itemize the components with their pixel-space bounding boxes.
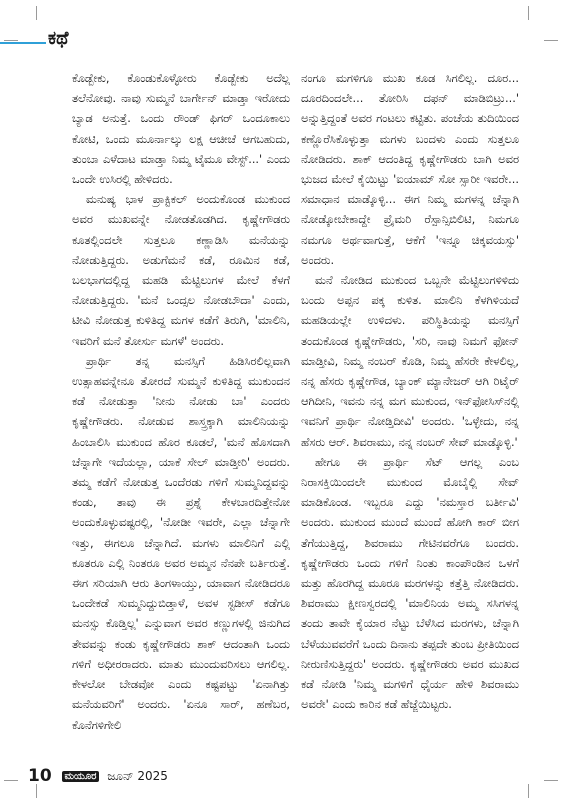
left-column xyxy=(72,68,290,735)
paragraph: ನಂಗೂ ಮಗಳಿಗೂ ಮುಖ ಕೂಡ ಸಿಗಲಿಲ್ಲ. ದೂರ... ದೂರದಿಂದಲೇ... ತೋರಿಸಿ ದಫನ್ ಮಾಡಿಬಿಟ್ರು...' ಅನ್ನುತ್ತಿದ್ದಂತೆ ಅವರ ಗಂಟಲು ಕಟ್ಟಿತು. ಪಂಚೆಯ ತುದಿಯಿಂದ ಕಣ್ಣೊರೆಸಿಕೊಳ್ಳುತ್ತಾ ಮಗಳು ಬಂದಳು ಎಂದು ಸುತ್ತಲೂ ನೋಡಿದರು. ಶಾಕ್ ಆದಂತಿದ್ದ ಕೃಷ್ಣೇಗೌಡರು ಬಾಗಿ ಅವರ ಭುಜದ ಮೇಲೆ ಕೈಯಿಟ್ಟು 'ಐಯಾಮ್ ಸೋ ಸ್ಸಾರೀ ಇವರೇ... ಸಮಾಧಾನ ಮಾಡ್ಕೊಳ್ಳಿ... ಈಗ ನಿಮ್ಮ ಮಗಳನ್ನ ಚೆನ್ನಾಗಿ ನೋಡ್ಕೋಬೇಕಾದ್ದೇ ಪ್ರೈಮರಿ ರೆಸ್ಪಾನ್ಸಿಬಿಲಿಟಿ, ನಿಮಗೂ ನಮಗೂ ಅರ್ಥವಾಗುತ್ತೆ, ಆಕೆಗೆ 'ಇನ್ನೂ ಚಿಕ್ಕವಯಸ್ಸು' ಅಂದರು. xyxy=(301,71,519,267)
paragraph: ಕೊಡ್ಬೇಕು, ಕೊಂಡುಕೊಳ್ಳೋರು ಕೊಡ್ಬೇಕು ಅದೆಲ್ಲ ತಲೆನೋವು. ನಾವು ಸುಮ್ಮನೆ ಬಾರ್ಗೇನ್ ಮಾಡ್ತಾ ಇರೋದು ಬ್ಯಾಡ ಅನುತ್ತೆ. ಒಂದು ರೌಂಡ್ ಫಿಗರ್ ಒಂದೂಕಾಲು ಕೋಟಿ, ಒಂದು ಮೂರ್ನಾಲ್ಕು ಲಕ್ಷ ಆಚೀಚೆ ಆಗಬಹುದು, ತುಂಬಾ ಎಳೆದಾಟ ಮಾಡ್ತಾ ನಿಮ್ಮ ಟೈಮೂ ವೇಸ್ಟ್...' ಎಂದು ಒಂದೇ ಉಸಿರಲ್ಲಿ ಹೇಳಿದರು. xyxy=(72,71,290,187)
crop-mark xyxy=(544,780,558,781)
crop-mark xyxy=(4,780,18,781)
accent-rule xyxy=(0,42,46,44)
crop-mark xyxy=(36,6,37,20)
magazine-logo: ಮಯೂರ xyxy=(62,771,100,782)
page-number: 10 xyxy=(28,766,52,786)
issue-date: ಜೂನ್ 2025 xyxy=(107,768,168,783)
paragraph: ಮನುಷ್ಯ ಭಾಳ ಪ್ರಾಕ್ಟಿಕಲ್ ಅಂದುಕೊಂಡ ಮುಕುಂದ ಅವರ ಮುಖವನ್ನೇ ನೋಡತೊಡಗಿದ. ಕೃಷ್ಣೇಗೌಡರು ಕೂತಲ್ಲಿಂದಲೇ ಸುತ್ತಲೂ ಕಣ್ಣಾಡಿಸಿ ಮನೆಯನ್ನು ನೋಡುತ್ತಿದ್ದರು. ಅಡುಗೆಮನೆ ಕಡೆ, ರೂಮಿನ ಕಡೆ, ಬಲಭಾಗದಲ್ಲಿದ್ದ ಮಹಡಿ ಮೆಟ್ಟಿಲುಗಳ ಮೇಲೆ ಕೆಳಗೆ ನೋಡುತ್ತಿದ್ದರು. 'ಮನೆ ಒಂದ್ಸಲ ನೋಡಬೌದಾ' ಎಂದು, ಟೀವಿ ನೋಡುತ್ತ ಕುಳಿತಿದ್ದ ಮಗಳ ಕಡೆಗೆ ತಿರುಗಿ, 'ಮಾಲಿನಿ, ಇವರಿಗೆ ಮನೆ ತೋರ್ಸು ಮಗಳೆ' ಅಂದರು. xyxy=(72,192,290,348)
right-column xyxy=(301,68,519,715)
section-title: ಕಥೆ xyxy=(48,28,69,49)
page-header xyxy=(0,26,562,56)
paragraph: ಮನೆ ನೋಡಿದ ಮುಕುಂದ ಒಬ್ಬನೇ ಮೆಟ್ಟಿಲುಗಳಿಳಿದು ಬಂದು ಅಪ್ಪನ ಪಕ್ಕ ಕುಳಿತ. ಮಾಲಿನಿ ಕೆಳಗಿಳಿಯದೆ ಮಹಡಿಯಲ್ಲೇ ಉಳಿದಳು. ಪರಿಸ್ಥಿತಿಯನ್ನು ಮನಸ್ಸಿಗೆ ತಂದುಕೊಂಡ ಕೃಷ್ಣೇಗೌಡರು, 'ಸರಿ, ನಾವು ನಿಮಗೆ ಫೋನ್ ಮಾಡ್ತೀವಿ, ನಿಮ್ಮ ನಂಬರ್ ಕೊಡಿ, ನಿಮ್ಮ ಹೆಸರೇ ಕೇಳಲಿಲ್ಲ, ನನ್ನ ಹೆಸರು ಕೃಷ್ಣೇಗೌಡ, ಬ್ಯಾಂಕ್ ಮ್ಯಾನೇಜರ್ ಆಗಿ ರಿಟೈರ್ ಆಗಿದೀನಿ, ಇವನು ನನ್ನ ಮಗ ಮುಕುಂದ, ಇನ್‌ಫೋಸಿಸ್‌ನಲ್ಲಿ ಇವನಿಗೆ ಪ್ರಾರ್ಥಿ ನೋಡ್ತಿದೀವಿ' ಅಂದರು. 'ಒಳ್ಳೇದು, ನನ್ನ ಹೆಸರು ಆರ್. ಶಿವರಾಮು, ನನ್ನ ನಂಬರ್ ಸೇವ್ ಮಾಡ್ಕೊಳ್ಳಿ.' xyxy=(301,273,519,449)
crop-mark xyxy=(36,784,37,798)
paragraph: ಹೇಗೂ ಈ ಪ್ರಾರ್ಥಿ ಸೆಟ್ ಆಗಲ್ಲ ಎಂಬ ನಿರಾಸಕ್ತಿಯಿಂದಲೇ ಮುಕುಂದ ಮೊಬೈಲ್ಲಿ ಸೇವ್ ಮಾಡಿಕೊಂಡ. ಇಬ್ಬರೂ ಎದ್ದು 'ನಮಸ್ತಾರ ಬರ್ತೀವಿ' ಅಂದರು. ಮುಕುಂದ ಮುಂದೆ ಮುಂದೆ ಹೋಗಿ ಕಾರ್ ಬೀಗ ತೆಗೆಯುತ್ತಿದ್ದ, ಶಿವರಾಮು ಗೇಟಿನವರೆಗೂ ಬಂದರು. ಕೃಷ್ಣೇಗೌಡರು ಒಂದು ಗಳಿಗೆ ನಿಂತು ಕಾಂಪೌಂಡಿನ ಒಳಗೆ ಮತ್ತು ಹೊರಗಿದ್ದ ಮೂರೂ ಮರಗಳನ್ನು ಕತ್ತೆತ್ತಿ ನೋಡಿದರು. ಶಿವರಾಮು ಕ್ಷೀಣಸ್ವರದಲ್ಲಿ 'ಮಾಲಿನಿಯ ಅಮ್ಮ ಸಸಿಗಳನ್ನ ತಂದು ತಾವೇ ಕೈಯಾರ ನೆಟ್ಟು ಬೆಳೆಸಿದ ಮರಗಳು, ಚೆನ್ನಾಗಿ ಬೆಳೆಯುವವರೆಗೆ ಒಂದು ದಿನಾನು ತಪ್ಪದೇ ತುಂಬ ಪ್ರೀತಿಯಿಂದ ನೀರುಣಿಸುತ್ತಿದ್ದರು' ಅಂದರು. ಕೃಷ್ಣೇಗೌಡರು ಅವರ ಮುಖದ ಕಡೆ ನೋಡಿ 'ನಿಮ್ಮ ಮಗಳಿಗೆ ಧೈರ್ಯ ಹೇಳಿ ಶಿವರಾಮು ಅವರೇ' ಎಂದು ಕಾರಿನ ಕಡೆ ಹೆಜ್ಜೆಯಿಟ್ಟರು. xyxy=(301,454,519,712)
paragraph: ಪ್ರಾರ್ಥಿ ತನ್ನ ಮನಸ್ಸಿಗೆ ಹಿಡಿಸಿರಲಿಲ್ಲವಾಗಿ ಉತ್ಸಾಹವನ್ನೇನೂ ತೋರದೆ ಸುಮ್ಮನೆ ಕುಳಿತಿದ್ದ ಮುಕುಂದನ ಕಡೆ ನೋಡುತ್ತಾ 'ನೀನು ನೋಡು ಬಾ' ಎಂದರು ಕೃಷ್ಣೇಗೌಡರು. ನೋಡುವ ಶಾಸ್ತ್ರಕ್ಕಾಗಿ ಮಾಲಿನಿಯನ್ನು ಹಿಂಬಾಲಿಸಿ ಮುಕುಂದ ಹೊರ ಕೂಡಲೆ, 'ಮನೆ ಹೊಸದಾಗಿ ಚೆನ್ನಾಗೇ ಇದೆಯಲ್ಲಾ, ಯಾಕೆ ಸೇಲ್ ಮಾಡ್ತೀರಿ' ಅಂದರು. ತಮ್ಮ ಕಡೆಗೆ ನೋಡುತ್ತ ಒಂದೆರಡು ಗಳಿಗೆ ಸುಮ್ಮನಿದ್ದವನ್ನು ಕಂಡು, ತಾವು ಈ ಪ್ರಶ್ನೆ ಕೇಳಬಾರದಿತ್ತೇನೋ ಅಂದುಕೊಳ್ಳುವಷ್ಟರಲ್ಲಿ, 'ನೋಡೀ ಇವರೇ, ಎಲ್ಲಾ ಚೆನ್ನಾಗೇ ಇತ್ತು, ಈಗಲೂ ಚೆನ್ನಾಗಿದೆ. ಮಗಳು ಮಾಲಿನಿಗೆ ಎಲ್ಲಿ ಕೂತರೂ ಎಲ್ಲಿ ನಿಂತರೂ ಅವರ ಅಮ್ಮನ ನೆನಪೇ ಬರ್ತಿರುತ್ತೆ. ಈಗ ಸರಿಯಾಗಿ ಆರು ತಿಂಗಳಾಯ್ತು, ಯಾವಾಗ ನೋಡಿದರೂ ಒಂದೇಕಡೆ ಸುಮ್ಮನಿದ್ದುಬಿಡ್ತಾಳೆ, ಅವಳ ಸ್ಟಡೀಸ್ ಕಡೆಗೂ ಮನಸ್ಸು ಕೊಡ್ತಿಲ್ಲ' ಎನ್ನುವಾಗ ಅವರ ಕಣ್ಣುಗಳಲ್ಲಿ ಜಿನುಗಿದ ತೇವವನ್ನು ಕಂಡು ಕೃಷ್ಣೇಗೌಡರು ಶಾಕ್ ಆದಂತಾಗಿ ಒಂದು ಗಳಿಗೆ ಅಧೀರರಾದರು. ಮಾತು ಮುಂದುವರಿಸಲು ಆಗಲಿಲ್ಲ. ಕೇಳಲೋ ಬೇಡವೋ ಎಂದು ಕಷ್ಟಪಟ್ಟು 'ಏನಾಗಿತ್ತು ಮನೆಯವರಿಗೆ' ಅಂದರು. 'ಏನೂ ಸಾರ್, ಹಣೆಬರ, ಕೊನೆಗಳಿಗೇಲಿ xyxy=(72,353,290,732)
crop-mark xyxy=(528,784,529,798)
page-footer xyxy=(28,766,168,786)
crop-mark xyxy=(528,6,529,20)
